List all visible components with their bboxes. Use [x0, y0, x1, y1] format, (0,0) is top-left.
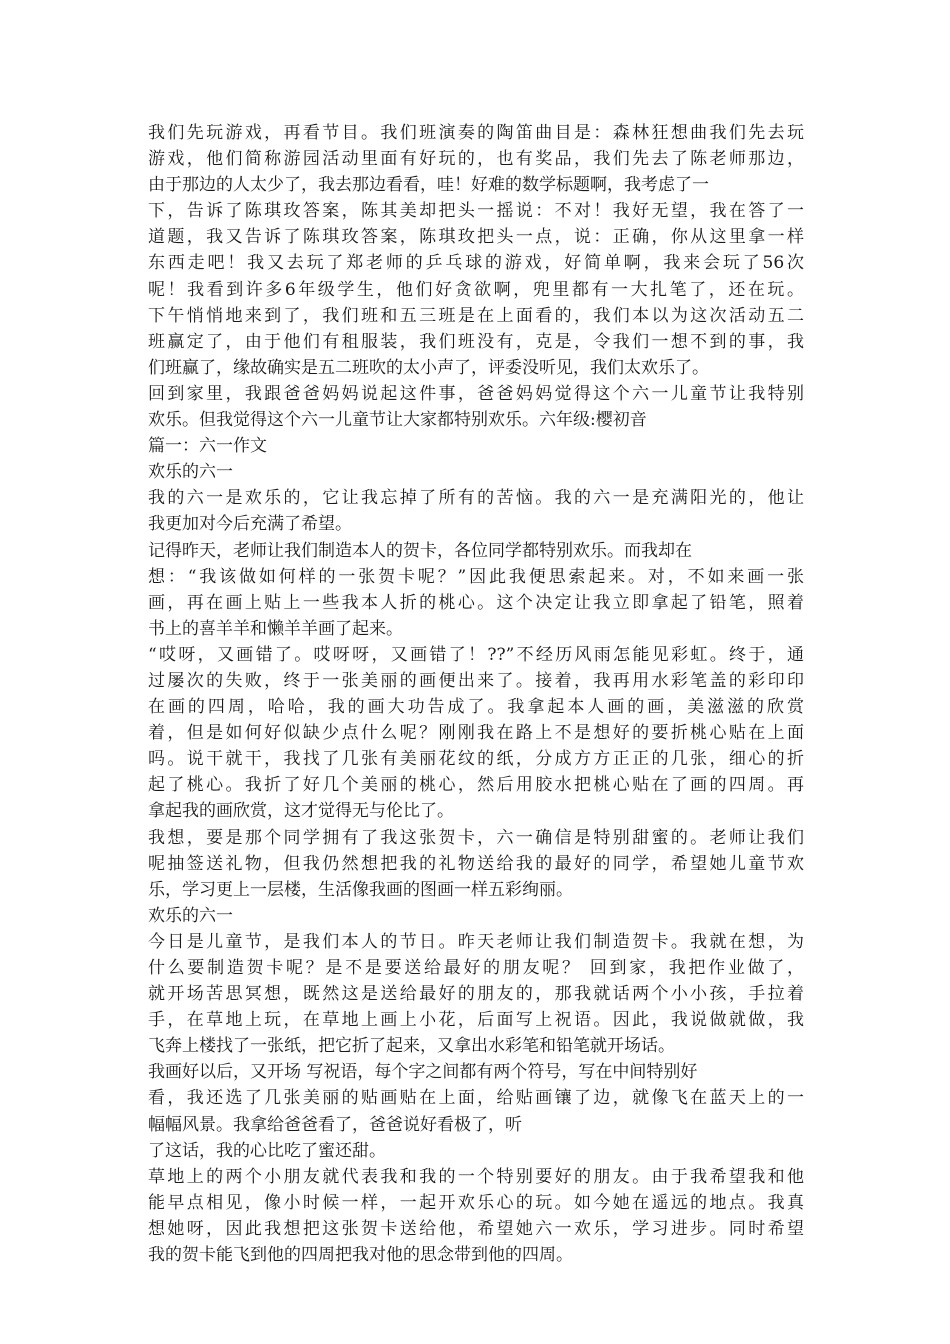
text-line: 由于那边的人太少了，我去那边看看，哇！好难的数学标题啊，我考虑了一 [148, 175, 709, 196]
section-heading: 篇一：六一作文 [148, 436, 267, 457]
text-line: “哎呀，又画错了。哎呀呀，又画错了！??”不经历风雨怎能见彩虹。终于，通 [148, 644, 804, 665]
text-line: 起了桃心。我折了好几个美丽的桃心，然后用胶水把桃心贴在了画的四周。再 [148, 775, 804, 796]
text-line: 想她呀，因此我想把这张贺卡送给他，希望她六一欢乐，学习进步。同时希望 [148, 1218, 804, 1239]
text-line: 吗。说干就干，我找了几张有美丽花纹的纸，分成方方正正的几张，细心的折 [148, 749, 804, 770]
text-line: 画，再在画上贴上一些我本人折的桃心。这个决定让我立即拿起了铅笔，照着 [148, 592, 804, 613]
text-line: 游戏，他们简称游园活动里面有好玩的，也有奖品，我们先去了陈老师那边， [148, 149, 804, 170]
text-line: 在画的四周，哈哈，我的画大功告成了。我拿起本人画的画，美滋滋的欣赏 [148, 697, 804, 718]
text-line: 过屡次的失败，终于一张美丽的画便出来了。接着，我再用水彩笔盖的彩印印 [148, 670, 804, 691]
text-line: 我想，要是那个同学拥有了我这张贺卡，六一确信是特别甜蜜的。老师让我们 [148, 827, 804, 848]
text-line: 呢抽签送礼物，但我仍然想把我的礼物送给我的最好的同学，希望她儿童节欢 [148, 853, 804, 874]
text-line: 幅幅风景。我拿给爸爸看了，爸爸说好看极了，听 [148, 1114, 522, 1135]
essay-title: 欢乐的六一 [148, 462, 233, 483]
text-line: 回到家里，我跟爸爸妈妈说起这件事，爸爸妈妈觉得这个六一儿童节让我特别 [148, 383, 804, 404]
text-line: 飞奔上楼找了一张纸，把它折了起来，又拿出水彩笔和铅笔就开场话。 [148, 1036, 675, 1057]
text-line: 我的贺卡能飞到他的四周把我对他的思念带到他的四周。 [148, 1245, 573, 1266]
text-line: 班赢定了，由于他们有租服装，我们班没有，克是，令我们一想不到的事，我 [148, 331, 804, 352]
text-line: 着，但是如何好似缺少点什么呢？刚刚我在路上不是想好的要折桃心贴在上面 [148, 723, 804, 744]
text-line: 什么要制造贺卡呢？是不是要送给最好的朋友呢？ 回到家，我把作业做了， [148, 958, 804, 978]
text-line: 乐，学习更上一层楼，生活像我画的图画一样五彩绚丽。 [148, 879, 573, 900]
text-line: 手，在草地上玩，在草地上画上小花，后面写上祝语。因此，我说做就做，我 [148, 1010, 804, 1031]
text-line: 们班赢了，缘故确实是五二班吹的太小声了，评委没听见，我们太欢乐了。 [148, 357, 709, 378]
text-line: 我画好以后，又开场 写祝语，每个字之间都有两个符号，写在中间特别好 [148, 1062, 698, 1083]
text-line: 看，我还选了几张美丽的贴画贴在上面，给贴画镶了边，就像飞在蓝天上的一 [148, 1088, 804, 1109]
text-line: 想：“我该做如何样的一张贺卡呢？”因此我便思索起来。对，不如来画一张 [148, 566, 804, 587]
text-line: 下，告诉了陈琪玫答案，陈其美却把头一摇说：不对！我好无望，我在答了一 [148, 201, 804, 222]
text-line: 记得昨天，老师让我们制造本人的贺卡，各位同学都特别欢乐。而我却在 [148, 540, 692, 561]
text-line: 今日是儿童节，是我们本人的节日。昨天老师让我们制造贺卡。我就在想，为 [148, 931, 804, 952]
text-line: 我更加对今后充满了希望。 [148, 514, 352, 535]
text-line: 我的六一是欢乐的，它让我忘掉了所有的苦恼。我的六一是充满阳光的，他让 [148, 488, 804, 509]
essay-title: 欢乐的六一 [148, 905, 233, 926]
text-line: 呢！我看到许多6年级学生，他们好贪欲啊，兜里都有一大扎笔了，还在玩。 [148, 279, 804, 300]
text-line: 我们先玩游戏，再看节目。我们班演奏的陶笛曲目是：森林狂想曲我们先去玩 [148, 123, 804, 143]
text-line: 书上的喜羊羊和懒羊羊画了起来。 [148, 618, 403, 639]
text-line: 了这话，我的心比吃了蜜还甜。 [148, 1140, 386, 1161]
text-line: 能早点相见，像小时候一样，一起开欢乐心的玩。如今她在遥远的地点。我真 [148, 1192, 804, 1213]
text-line: 草地上的两个小朋友就代表我和我的一个特别要好的朋友。由于我希望我和他 [148, 1166, 804, 1187]
text-line: 道题，我又告诉了陈琪玫答案，陈琪玫把头一点，说：正确，你从这里拿一样 [148, 227, 804, 248]
document-body [148, 120, 804, 1268]
text-line: 下午悄悄地来到了，我们班和五三班是在上面看的，我们本以为这次活动五二 [148, 305, 804, 326]
text-line: 欢乐。但我觉得这个六一儿童节让大家都特别欢乐。六年级:樱初音 [148, 410, 647, 431]
text-line: 就开场苦思冥想，既然这是送给最好的朋友的，那我就话两个小小孩，手拉着 [148, 984, 804, 1005]
text-line: 拿起我的画欣赏，这才觉得无与伦比了。 [148, 801, 454, 822]
text-line: 东西走吧！我又去玩了郑老师的乒乓球的游戏，好简单啊，我来会玩了56次 [148, 253, 804, 274]
